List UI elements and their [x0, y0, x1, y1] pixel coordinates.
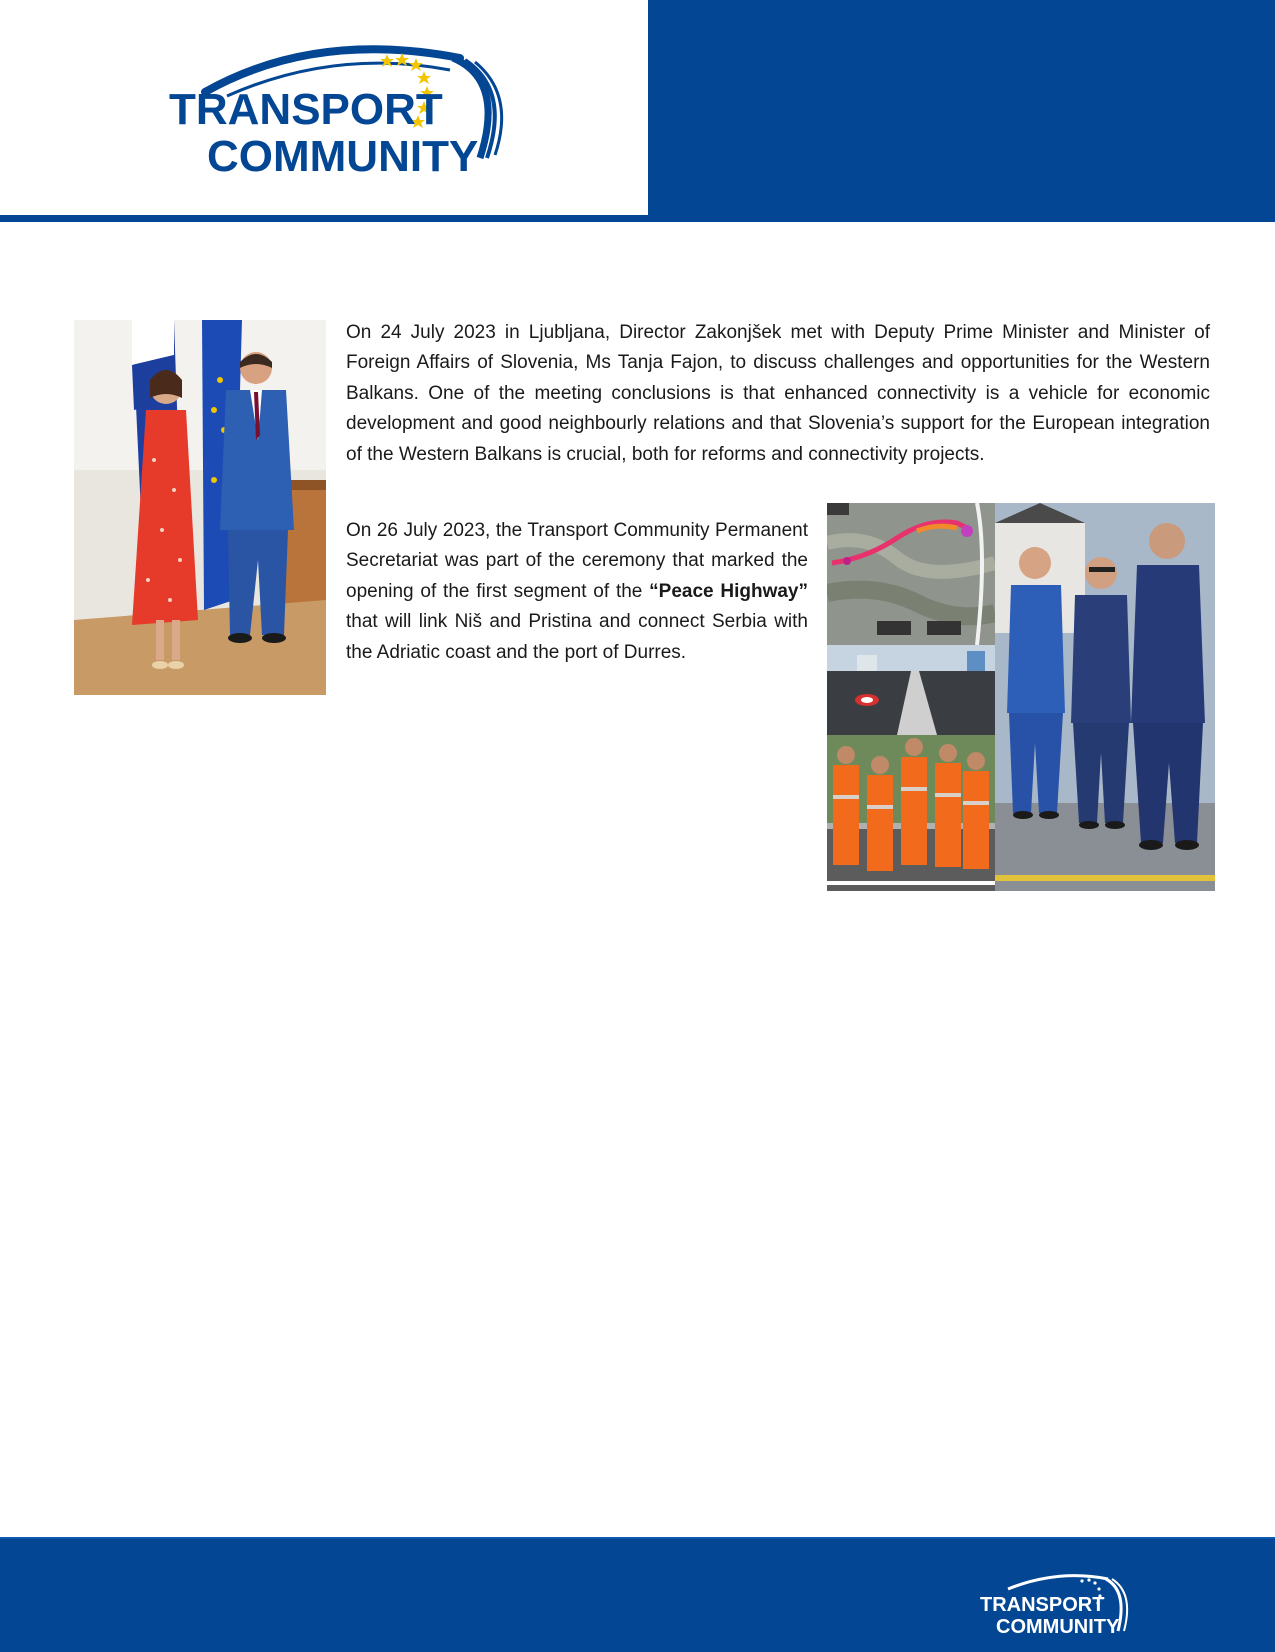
photo-meeting-icon [74, 320, 326, 695]
road-workers-icon [827, 735, 995, 891]
new-highway-road [827, 645, 995, 735]
logo-text-community: COMMUNITY [207, 132, 479, 180]
header-divider [0, 215, 1275, 222]
road-workers-photo [827, 735, 995, 891]
highway-route-map [827, 503, 995, 645]
article-paragraph-highway [346, 516, 808, 668]
article-paragraph-meeting: On 24 July 2023 in Ljubljana, Director Zakonjšek met with Deputy Prime Minister and Minister of Foreign Affairs of Slovenia, Ms Tanja Fajon, to discuss challenges and opportunities for the Western Balkans. One of the meeting conclusions is that enhanced connectivity is a vehicle for economic development and good neighbourly relations and that Slovenia’s support for the European integration of the Western Balkans is crucial, both for reforms and connectivity projects. [346, 322, 1210, 465]
meeting-photo [74, 320, 326, 695]
footer-logo-text-community: COMMUNITY [996, 1616, 1120, 1637]
footer-logo-text-transport: TRANSPORT [980, 1594, 1105, 1616]
footer-logo [978, 1573, 1136, 1637]
paragraph-text-tail: that will link Niš and Pristina and connect Serbia with the Adriatic coast and the port of Durres. [346, 611, 808, 663]
logo-text-transport: TRANSPORT [169, 85, 443, 134]
route-map-icon [827, 503, 995, 645]
new-road-icon [827, 645, 995, 735]
paragraph-text-lead: On 26 July 2023, the Transport Community Permanent Secretariat was part of the ceremony that marked the opening of the first segment of the [346, 520, 808, 602]
officials-ceremony-photo [995, 503, 1215, 891]
transport-community-logo [165, 40, 510, 180]
header-blue-panel [648, 0, 1275, 222]
officials-ceremony-icon [995, 503, 1215, 891]
peace-highway-label: “Peace Highway” [649, 580, 808, 602]
